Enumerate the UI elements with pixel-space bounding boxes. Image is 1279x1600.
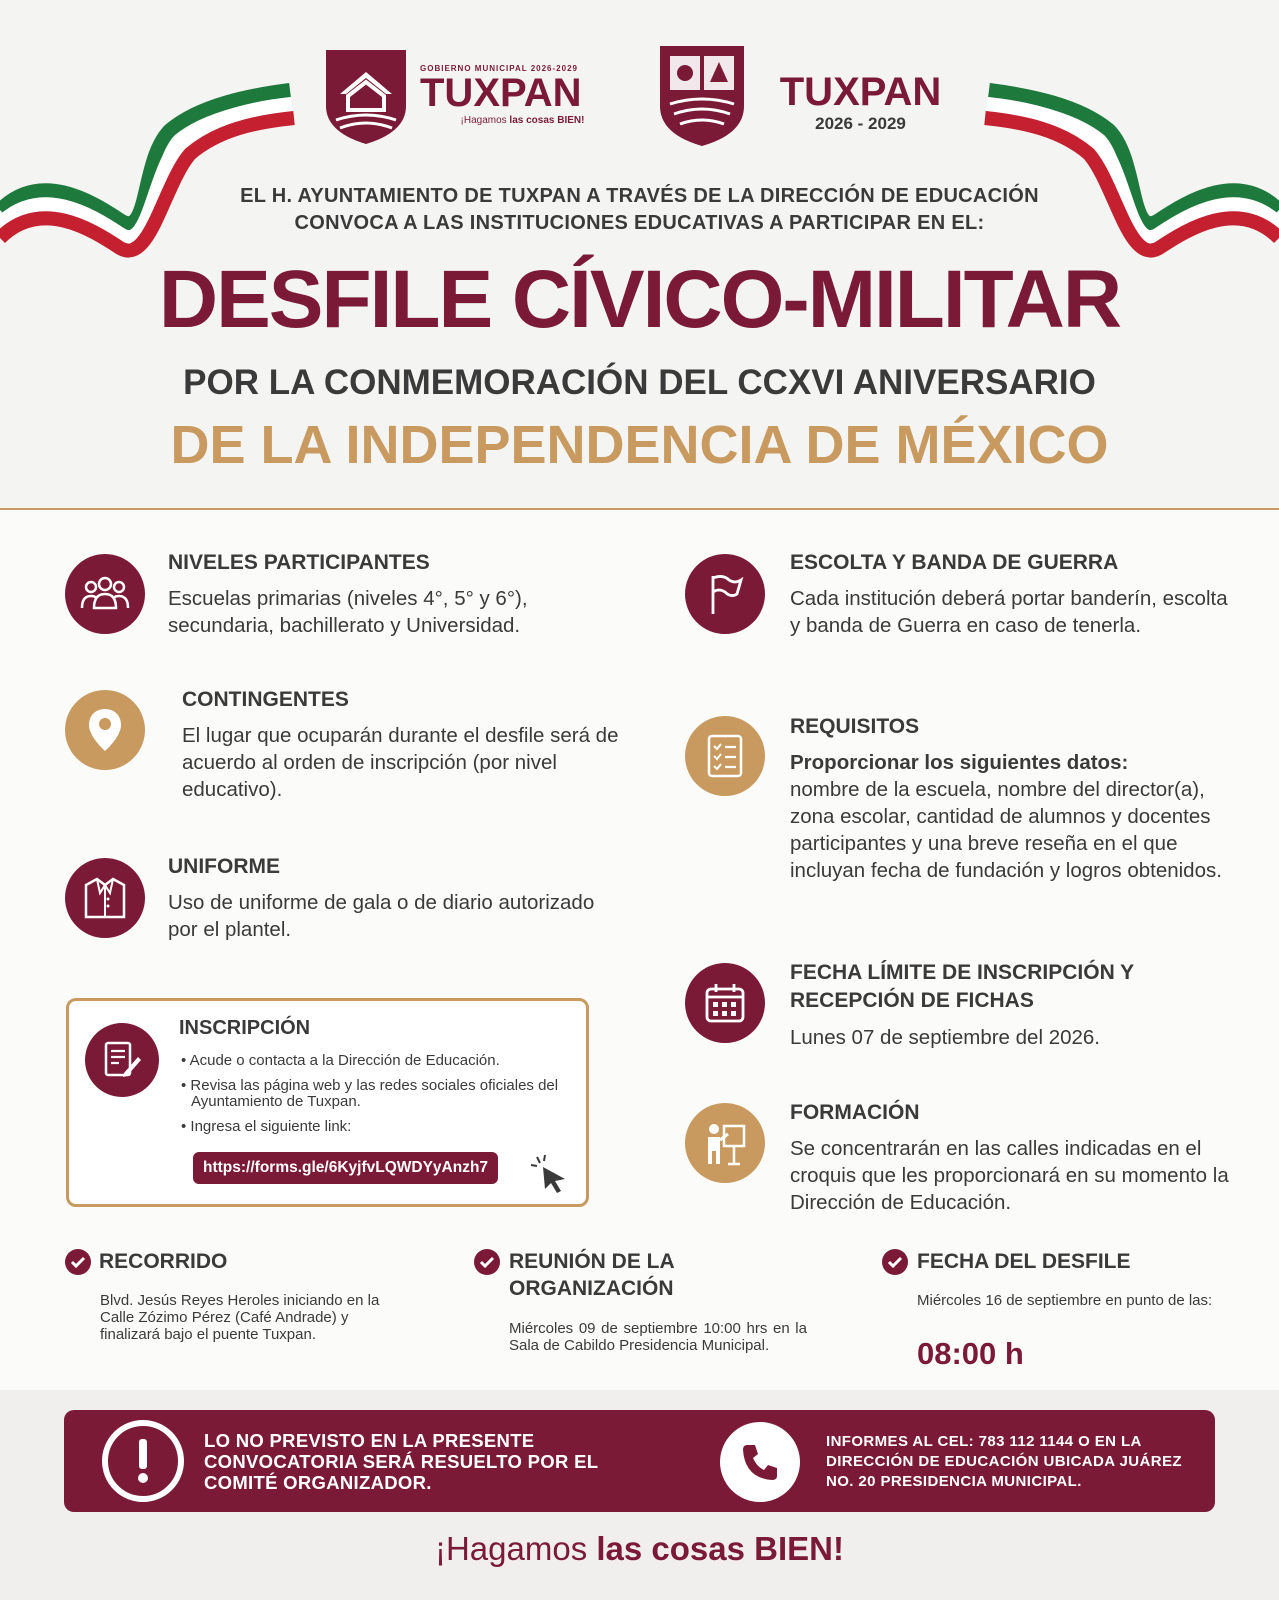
tuxpan-coat-logo-text: [758, 72, 963, 134]
logo-government-label: GOBIERNO MUNICIPAL 2026-2029: [420, 64, 578, 73]
fecha-desfile-text: Miércoles 16 de septiembre en punto de las:: [917, 1292, 1213, 1309]
slogan-bold: las cosas BIEN!: [596, 1530, 844, 1567]
uniforme-title: UNIFORME: [168, 855, 280, 878]
subtitle-anniversary: POR LA CONMEMORACIÓN DEL CCXVI ANIVERSARIO: [183, 363, 1096, 402]
slogan-plain: ¡Hagamos: [434, 1530, 597, 1567]
logo2-city-name: TUXPAN: [779, 70, 942, 114]
location-pin-icon: [65, 690, 145, 770]
requisitos-text: [790, 749, 1230, 884]
formacion-text: Se concentrarán en las calles indicadas en el croquis que les proporcionará en su momento la Dirección de Educación.: [790, 1137, 1229, 1214]
flag-icon: [685, 554, 765, 634]
calendar-icon: [685, 963, 765, 1043]
notice-text: LO NO PREVISTO EN LA PRESENTE CONVOCATORIA SERÁ RESUELTO POR EL COMITÉ ORGANIZADOR.: [204, 1430, 598, 1493]
inscripcion-box: [66, 998, 589, 1207]
badge-check-icon: [64, 1248, 92, 1276]
parade-hour: 08:00 h: [917, 1336, 1024, 1371]
fecha-desfile-title: FECHA DEL DESFILE: [917, 1250, 1131, 1273]
fecha-limite-text: Lunes 07 de septiembre del 2026.: [790, 1026, 1101, 1049]
niveles-text: Escuelas primarias (niveles 4°, 5° y 6°), secundaria, bachillerato y Universidad.: [168, 587, 528, 637]
logo-tagline: ¡Hagamos las cosas BIEN!: [460, 115, 585, 126]
requisitos-title: REQUISITOS: [790, 715, 920, 738]
phone-icon: [720, 1422, 800, 1502]
inscripcion-item: • Ingresa el siguiente link:: [181, 1118, 352, 1135]
jacket-icon: [65, 858, 145, 938]
people-group-icon: [65, 554, 145, 634]
tuxpan-municipal-logo-text: [420, 64, 625, 126]
tuxpan-municipal-shield-logo: [322, 44, 410, 146]
registration-link[interactable]: https://forms.gle/6KyjfvLQWDYyAnzh7: [193, 1152, 498, 1184]
requisitos-detail: nombre de la escuela, nombre del director(a), zona escolar, cantidad de alumnos y docentes participantes y una breve reseña en el que incluyan fecha de fundación y logros obtenidos.: [790, 778, 1222, 882]
form-edit-icon: [85, 1023, 159, 1097]
convocation-line-2: CONVOCA A LAS INSTITUCIONES EDUCATIVAS A PARTICIPAR EN EL:: [294, 212, 985, 234]
inscripcion-item: • Acude o contacta a la Dirección de Educación.: [181, 1052, 500, 1069]
contingentes-text: El lugar que ocuparán durante el desfile será de acuerdo al orden de inscripción (por nivel educativo).: [182, 724, 619, 801]
requisitos-lead: Proporcionar los siguientes datos:: [790, 751, 1129, 774]
reunion-title-line-2: ORGANIZACIÓN: [509, 1277, 674, 1300]
escolta-title: ESCOLTA Y BANDA DE GUERRA: [790, 551, 1119, 574]
uniforme-text: Uso de uniforme de gala o de diario autorizado por el plantel.: [168, 891, 595, 941]
fecha-limite-title: FECHA LÍMITE DE INSCRIPCIÓN Y RECEPCIÓN DE FICHAS: [790, 961, 1134, 1012]
exclamation-icon: [102, 1420, 184, 1502]
reunion-title: [509, 1248, 675, 1302]
escolta-text: Cada institución deberá portar banderín, escolta y banda de Guerra en caso de tenerla.: [790, 587, 1228, 637]
footer-slogan: [0, 1530, 1279, 1568]
inscripcion-list: [179, 1053, 579, 1144]
formacion-title: FORMACIÓN: [790, 1101, 920, 1124]
convocation-line-1: EL H. AYUNTAMIENTO DE TUXPAN A TRAVÉS DE LA DIRECCIÓN DE EDUCACIÓN: [240, 185, 1039, 207]
reunion-title-line-1: REUNIÓN DE LA: [509, 1250, 675, 1273]
presenter-icon: [685, 1103, 765, 1183]
notice-bar: [64, 1410, 1215, 1512]
checklist-icon: [685, 716, 765, 796]
tuxpan-coat-of-arms-logo: [656, 42, 748, 148]
logo2-years: 2026 - 2029: [815, 114, 906, 133]
reunion-text: Miércoles 09 de septiembre 10:00 hrs en la Sala de Cabildo Presidencia Municipal.: [509, 1320, 807, 1354]
badge-check-icon: [473, 1248, 501, 1276]
contingentes-title: CONTINGENTES: [182, 688, 349, 711]
subtitle-independence: DE LA INDEPENDENCIA DE MÉXICO: [170, 415, 1109, 475]
recorrido-text: Blvd. Jesús Reyes Heroles iniciando en la Calle Zózimo Pérez (Café Andrade) y finalizará bajo el puente Tuxpan.: [100, 1292, 380, 1343]
logo-city-name: TUXPAN: [420, 71, 582, 115]
click-cursor-icon: [529, 1153, 569, 1193]
contact-text: INFORMES AL CEL: 783 112 1144 O EN LA DIRECCIÓN DE EDUCACIÓN UBICADA JUÁREZ NO. 20 PRESIDENCIA MUNICIPAL.: [826, 1433, 1182, 1490]
badge-check-icon: [881, 1248, 909, 1276]
main-title: DESFILE CÍVICO-MILITAR: [158, 254, 1121, 345]
inscripcion-item: • Revisa las página web y las redes sociales oficiales del Ayuntamiento de Tuxpan.: [181, 1077, 559, 1110]
convocation-intro: [140, 183, 1139, 237]
recorrido-title: RECORRIDO: [99, 1250, 228, 1273]
niveles-title: NIVELES PARTICIPANTES: [168, 551, 430, 574]
inscripcion-title: INSCRIPCIÓN: [179, 1017, 311, 1039]
header-banner: [0, 0, 1279, 510]
